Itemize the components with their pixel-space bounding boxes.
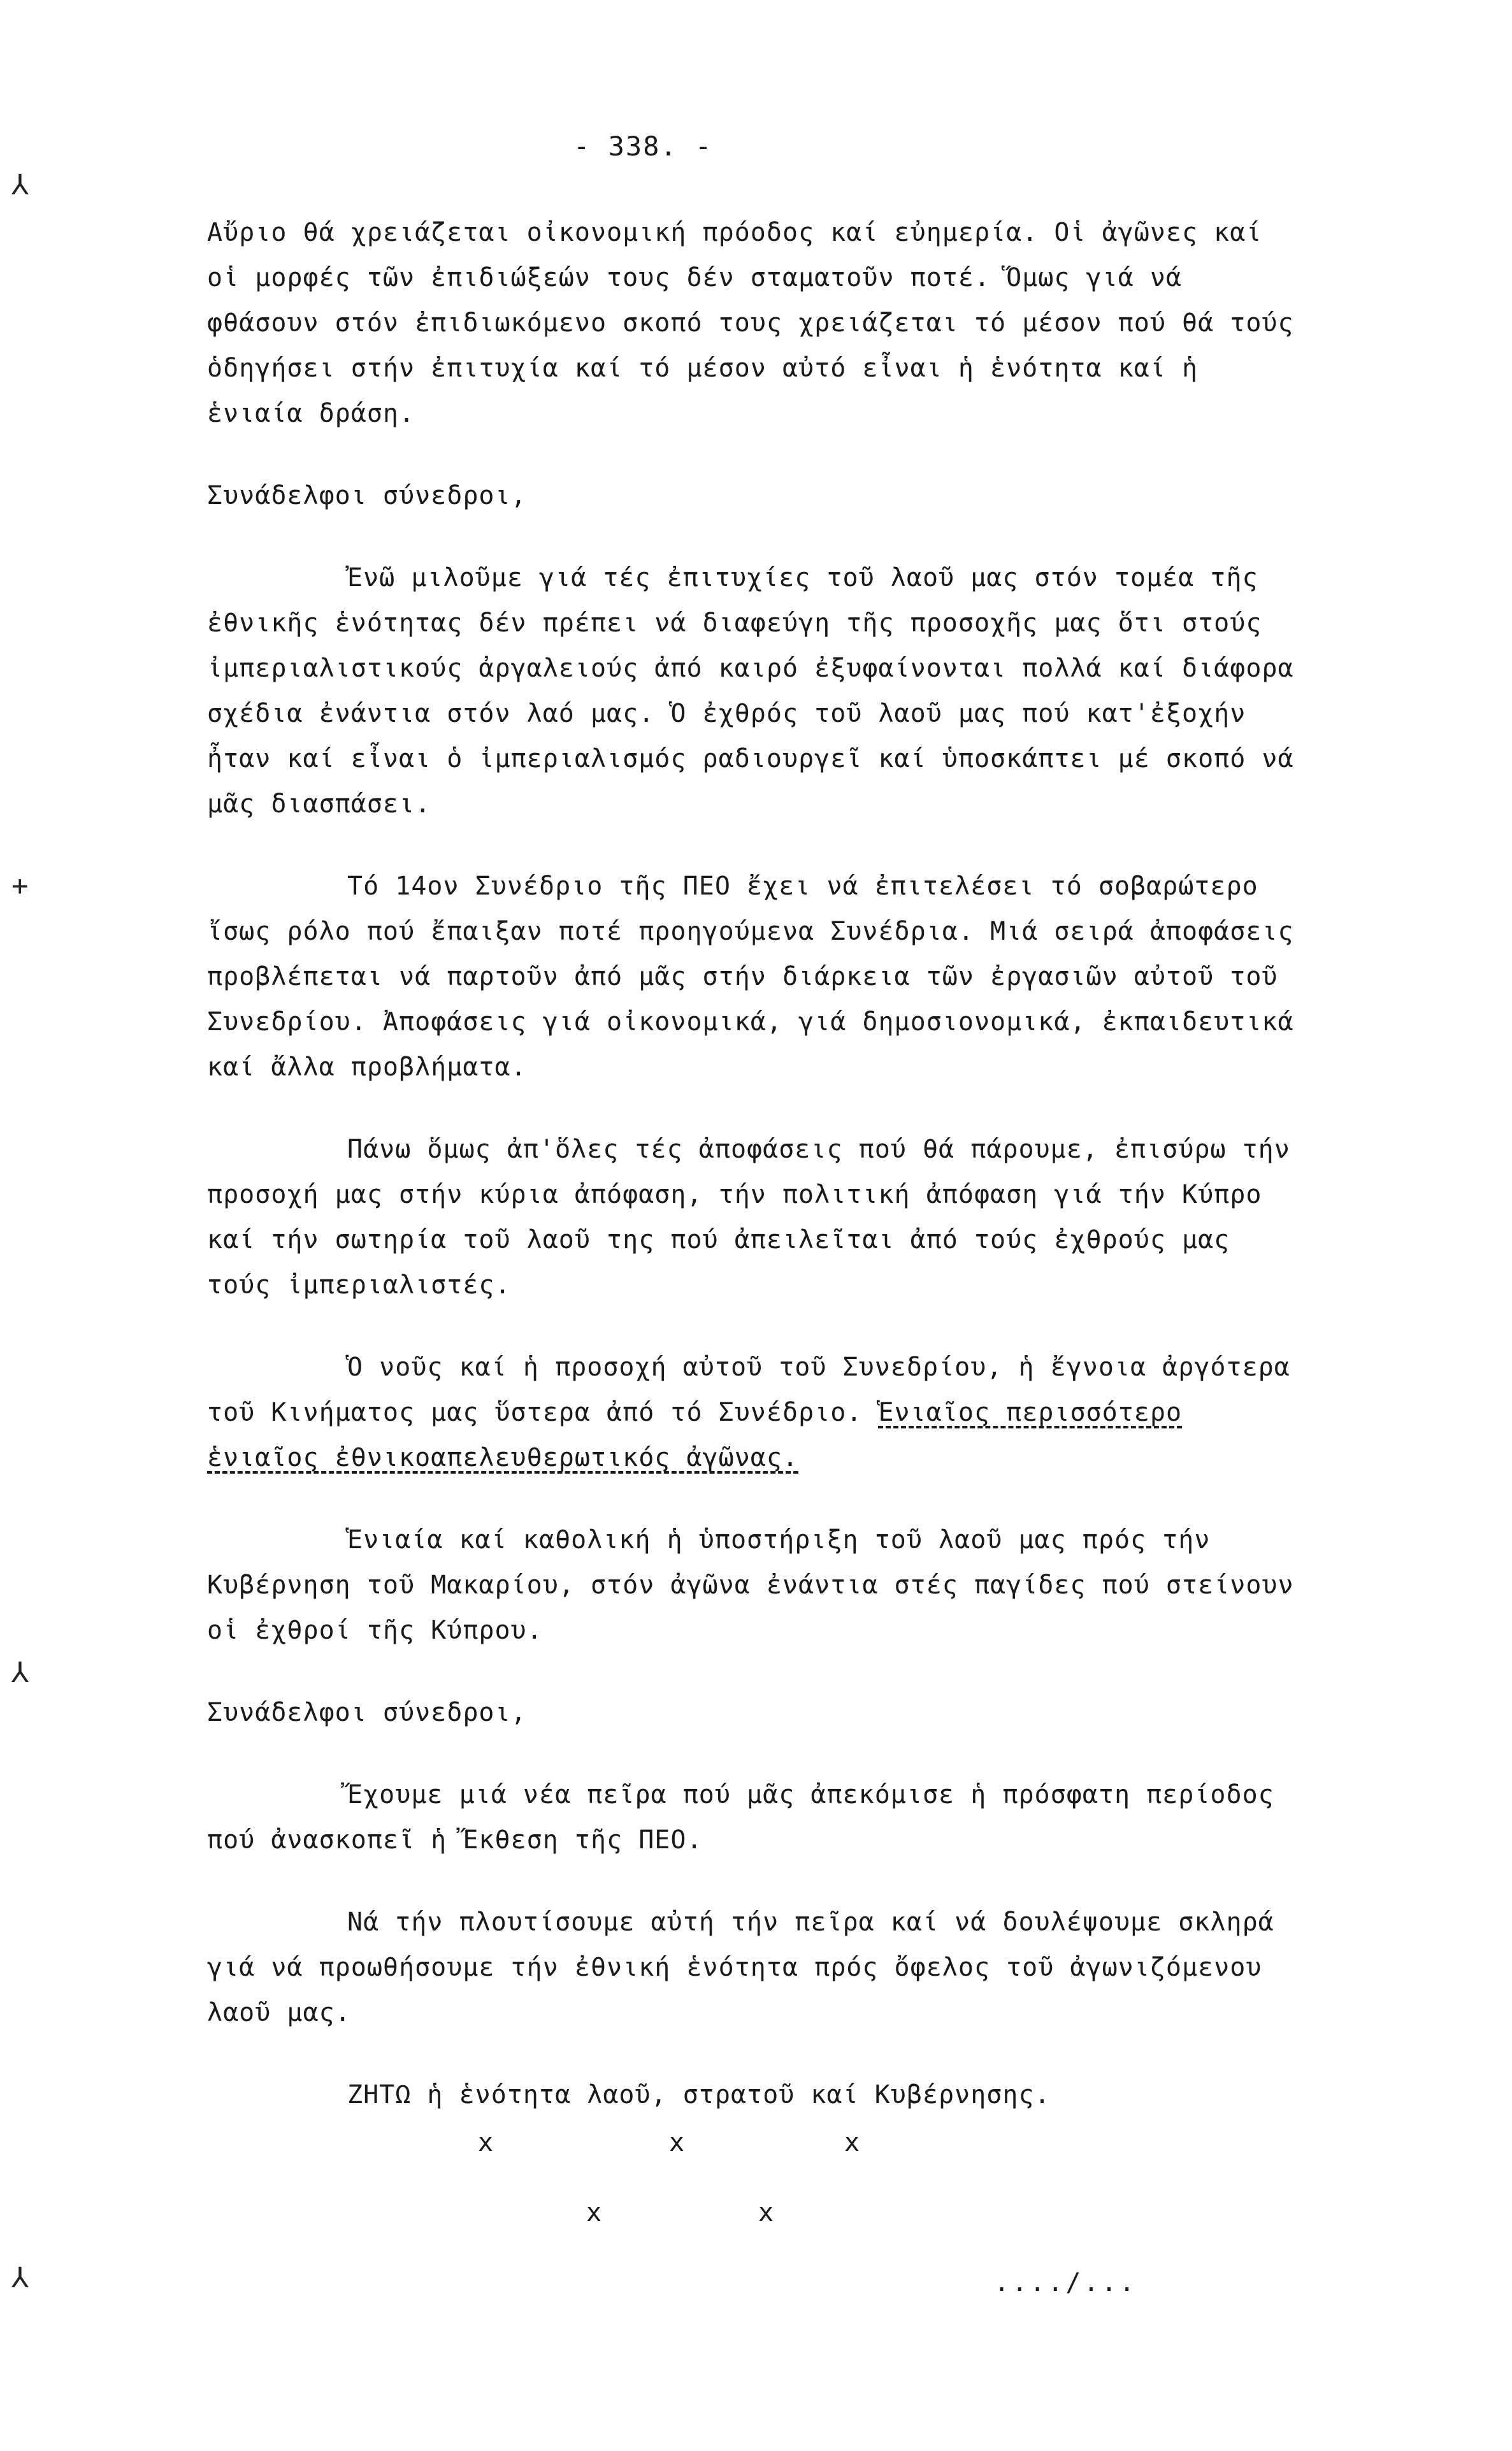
paragraph-6: Ἑνιαία καί καθολική ἡ ὑποστήριξη τοῦ λαοῦ μας πρός τήν Κυβέρνηση τοῦ Μακαρίου, στόν ἀγῶνα ἐνάντια στές παγίδες πού στείνουν οἱ ἐχθροί τῆς Κύπρου.	[207, 1525, 1294, 1645]
paragraph-5-text: Ὁ νοῦς καί ἡ προσοχή αὐτοῦ τοῦ Συνεδρίου, ἡ ἔγνοια ἀργότερα τοῦ Κινήματος μας ὕστερα ἀπό τό Συνέδριο.	[207, 1353, 1290, 1427]
paragraph-4: Πάνω ὅμως ἀπ'ὅλες τές ἀποφάσεις πού θά πάρουμε, ἐπισύρω τήν προσοχή μας στήν κύρια ἀπόφαση, τήν πολιτική ἀπόφαση γιά τήν Κύπρο καί τήν σωτηρία τοῦ λαοῦ της πού ἀπειλεῖται ἀπό τούς ἐχθρούς μας τούς ἰμπεριαλιστές.	[207, 1135, 1290, 1300]
body-text	[207, 210, 1303, 2155]
salutation-1: Συνάδελφοι σύνεδροι,	[207, 481, 527, 510]
paragraph-8: Νά τήν πλουτίσουμε αὐτή τήν πεῖρα καί νά δουλέψουμε σκληρά γιά νά προωθήσουμε τήν ἐθνική ἑνότητα πρός ὄφελος τοῦ ἀγωνιζόμενου λαοῦ μας.	[207, 1908, 1274, 2027]
paragraph-9: ΖΗΤΩ ἡ ἑνότητα λαοῦ, στρατοῦ καί Κυβέρνησης.	[347, 2080, 1051, 2110]
paragraph-3: Τό 14ον Συνέδριο τῆς ΠΕΟ ἔχει νά ἐπιτελέσει τό σοβαρώτερο ἴσως ρόλο πού ἔπαιξαν ποτέ προηγούμενα Συνέδρια. Μιά σειρά ἀποφάσεις προβλέπεται νά παρτοῦν ἀπό μᾶς στήν διάρκεια τῶν ἐργασιῶν αὐτοῦ τοῦ Συνεδρίου. Ἀποφάσεις γιά οἰκονομικά, γιά δημοσιονομικά, ἐκπαιδευτικά καί ἄλλα προβλήματα.	[207, 872, 1294, 1082]
closing-mark: x	[478, 2128, 494, 2157]
paragraph-2: Ἐνῶ μιλοῦμε γιά τές ἐπιτυχίες τοῦ λαοῦ μας στόν τομέα τῆς ἐθνικῆς ἑνότητας δέν πρέπει νά διαφεύγη τῆς προσοχῆς μας ὅτι στούς ἰμπεριαλιστικούς ἀργαλειούς ἀπό καιρό ἐξυφαίνονται πολλά καί διάφορα σχέδια ἐνάντια στόν λαό μας. Ὁ ἐχθρός τοῦ λαοῦ μας πού κατ'ἐξοχήν ἦταν καί εἶναι ὁ ἰμπεριαλισμός ραδιουργεῖ καί ὑποσκάπτει μέ σκοπό νά μᾶς διασπάσει.	[207, 563, 1294, 819]
paragraph-7: Ἔχουμε μιά νέα πεῖρα πού μᾶς ἀπεκόμισε ἡ πρόσφατη περίοδος πού ἀνασκοπεῖ ἡ Ἔκθεση τῆς ΠΕΟ.	[207, 1780, 1274, 1855]
continuation-mark: ..../...	[994, 2268, 1137, 2297]
closing-mark: x	[844, 2128, 860, 2157]
closing-mark: x	[758, 2198, 774, 2227]
paragraph-5-emphasis: Ἑνιαῖος περισσότερο ἑνιαῖος ἐθνικοαπελευθερωτικός ἀγῶνας.	[207, 1398, 1183, 1472]
paragraph-5	[207, 1345, 1303, 1481]
page-number: - 338. -	[573, 131, 713, 162]
margin-mark: ⅄	[11, 169, 29, 201]
closing-mark: x	[586, 2198, 602, 2227]
closing-mark: x	[669, 2128, 685, 2157]
closing-marks	[478, 2128, 924, 2230]
margin-mark: +	[11, 870, 29, 902]
margin-mark: ⅄	[11, 2262, 29, 2294]
margin-mark: ⅄	[11, 1657, 29, 1689]
salutation-2: Συνάδελφοι σύνεδροι,	[207, 1698, 527, 1727]
paragraph-1: Αὔριο θά χρειάζεται οἰκονομική πρόοδος καί εὐημερία. Οἱ ἀγῶνες καί οἱ μορφές τῶν ἐπιδιώξεών τους δέν σταματοῦν ποτέ. Ὅμως γιά νά φθάσουν στόν ἐπιδιωκόμενο σκοπό τους χρειάζεται τό μέσον πού θά τούς ὁδηγήσει στήν ἐπιτυχία καί τό μέσον αὐτό εἶναι ἡ ἑνότητα καί ἡ ἑνιαία δράση.	[207, 218, 1294, 428]
